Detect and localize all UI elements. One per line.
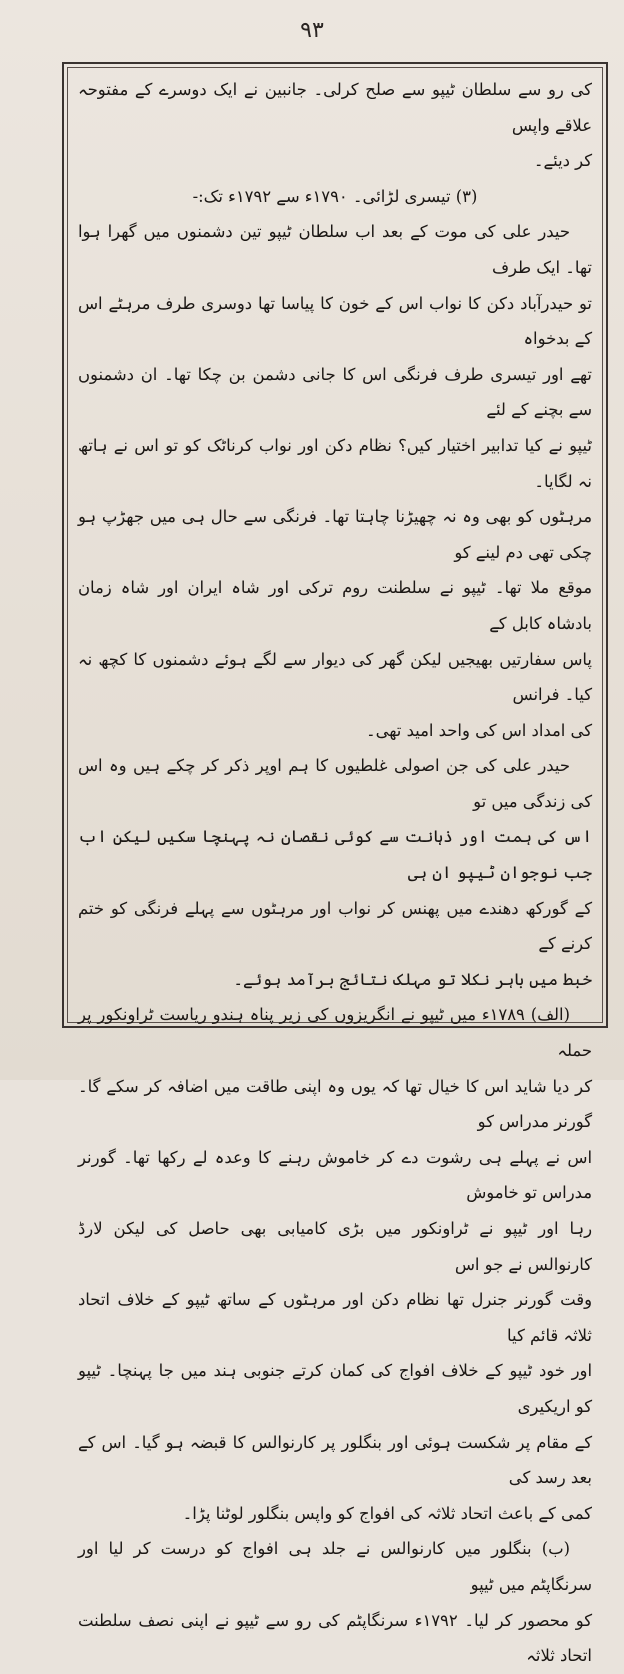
text-line: کی امداد اس کی واحد امید تھی۔	[365, 720, 592, 740]
section-heading: (۳) تیسری لڑائی۔ ۱۷۹۰ء سے ۱۷۹۲ء تک:-	[192, 186, 478, 206]
text-line: وقت گورنر جنرل تھا نظام دکن اور مرہٹوں کے ساتھ ٹیپو کے خلاف اتحاد ثلاثہ قائم کیا	[78, 1290, 592, 1345]
text-line: موقع ملا تھا۔ ٹیپو نے سلطنت روم ترکی اور شاہ ایران اور شاہ زمان بادشاہ کابل کے	[78, 578, 592, 633]
text-line: ٹیپو نے کیا تدابیر اختیار کیں؟ نظام دکن اور نواب کرناٹک کو تو اس نے ہاتھ نہ لگایا۔	[78, 435, 592, 491]
text-line: (الف) ۱۷۸۹ء میں ٹیپو نے انگریزوں کی زیر پناہ ہندو ریاست ٹراونکور پر حملہ	[78, 1005, 592, 1061]
text-line: (ب) بنگلور میں کارنوالس نے جلد ہی افواج کو درست کر لیا اور سرنگاپٹم میں ٹیپو	[78, 1539, 592, 1594]
page-number: ۹۳	[300, 18, 324, 43]
text-line: کو محصور کر لیا۔ ۱۷۹۲ء سرنگاپٹم کی رو سے ٹیپو نے اپنی نصف سلطنت اتحاد ثلاثہ	[78, 1610, 592, 1666]
text-frame	[62, 62, 608, 1666]
text-line: تھے اور تیسری طرف فرنگی اس کا جانی دشمن بن چکا تھا۔ ان دشمنوں سے بچنے کے لئے	[78, 364, 592, 420]
text-line: حیدر علی کی موت کے بعد اب سلطان ٹیپو تین دشمنوں میں گھرا ہوا تھا۔ ایک طرف	[78, 222, 592, 277]
body-text	[78, 72, 592, 1666]
text-line: کر دیئے۔	[533, 151, 592, 171]
text-line: اور خود ٹیپو کے خلاف افواج کی کمان کرتے جنوبی ہند میں جا پہنچا۔ ٹیپو کو اریکیری	[78, 1361, 592, 1416]
text-line: کی رو سے سلطان ٹیپو سے صلح کرلی۔ جانبین نے ایک دوسرے کے مفتوحہ علاقے واپس	[78, 80, 592, 135]
text-line: کے گورکھ دھندے میں پھنس کر نواب اور مرہٹوں سے پہلے فرنگی کو ختم کرنے کے	[78, 898, 592, 954]
text-line: کر دیا شاید اس کا خیال تھا کہ یوں وہ اپنی طاقت میں اضافہ کر سکے گا۔ گورنر مدراس کو	[78, 1076, 592, 1132]
text-line: کے مقام پر شکست ہوئی اور بنگلور پر کارنوالس کا قبضہ ہو گیا۔ اس کے بعد رسد کی	[78, 1432, 592, 1488]
text-line: اس نے پہلے ہی رشوت دے کر خاموش رہنے کا وعدہ لے رکھا تھا۔ گورنر مدراس تو خاموش	[78, 1147, 592, 1203]
text-line: رہا اور ٹیپو نے ٹراونکور میں بڑی کامیابی بھی حاصل کی لیکن لارڈ کارنوالس نے جو اس	[78, 1219, 592, 1274]
text-line: اس کی ہمت اور ذہانت سے کوئی نقصان نہ پہنچا سکیں لیکن اب جب نوجوان ٹیپو ان ہی	[78, 827, 592, 883]
text-line: خبط میں باہر نکلا تو مہلک نتائج برآمد ہوئے۔	[233, 969, 592, 989]
text-line: حیدر علی کی جن اصولی غلطیوں کا ہم اوپر ذکر کر چکے ہیں وہ اس کی زندگی میں تو	[78, 756, 592, 811]
text-line: پاس سفارتیں بھیجیں لیکن گھر کی دیوار سے لگے ہوئے دشمنوں کا کچھ نہ کیا۔ فرانس	[78, 649, 592, 705]
text-line: مرہٹوں کو بھی وہ نہ چھیڑنا چاہتا تھا۔ فرنگی سے حال ہی میں جھڑپ ہو چکی تھی دم لینے کو	[78, 507, 592, 562]
text-line: تو حیدرآباد دکن کا نواب اس کے خون کا پیاسا تھا دوسری طرف مرہٹے اس کے بدخواہ	[78, 293, 592, 349]
text-line: کمی کے باعث اتحاد ثلاثہ کی افواج کو واپس بنگلور لوٹنا پڑا۔	[182, 1503, 592, 1523]
